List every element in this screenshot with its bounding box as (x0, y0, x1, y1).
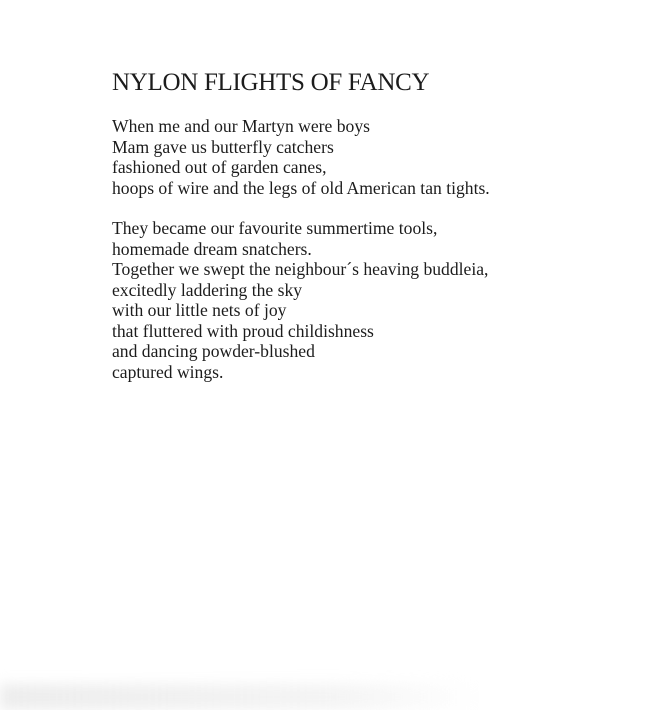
poem (112, 66, 632, 402)
poem-line: hoops of wire and the legs of old American tan tights. (112, 177, 490, 198)
poem-line: excitedly laddering the sky (112, 279, 303, 300)
poem-title: NYLON FLIGHTS OF FANCY (112, 69, 430, 96)
poem-line: and dancing powder-blushed (112, 341, 315, 361)
stanza-2 (112, 218, 632, 382)
poem-line: fashioned out of garden canes, (112, 157, 327, 177)
stanza-1 (112, 116, 632, 198)
poem-line: with our little nets of joy (112, 300, 287, 320)
poem-line: When me and our Martyn were boys (112, 116, 370, 136)
page-edge-shadow (0, 684, 480, 710)
poem-line: They became our favourite summertime tools, (112, 218, 438, 238)
poem-line: that fluttered with proud childishness (112, 320, 374, 341)
poem-line: captured wings. (112, 361, 224, 382)
poem-line: Together we swept the neighbour´s heaving buddleia, (112, 259, 489, 279)
poem-line: homemade dream snatchers. (112, 238, 312, 259)
poem-line: Mam gave us butterfly catchers (112, 136, 334, 157)
